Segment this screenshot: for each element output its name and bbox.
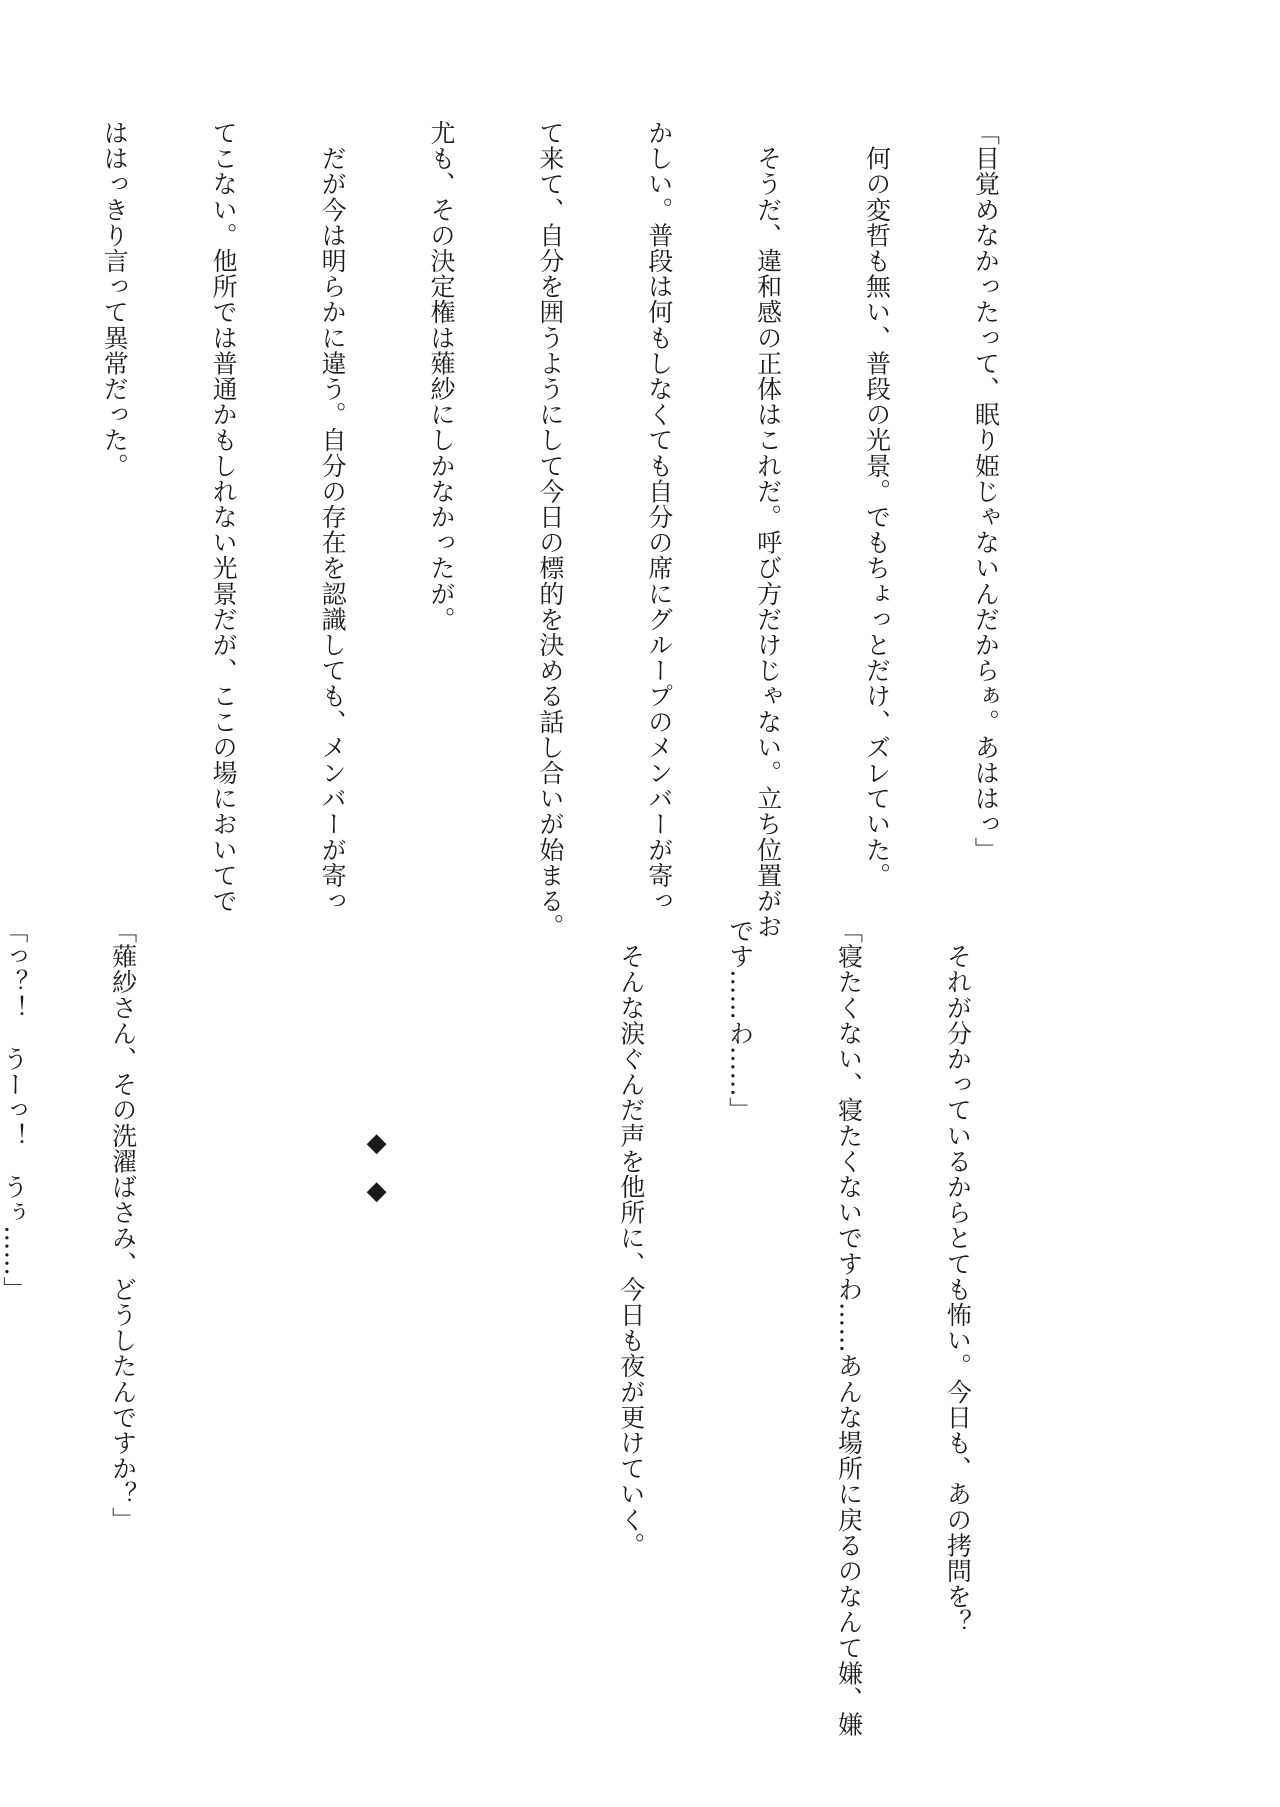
paragraph-gap xyxy=(467,918,503,1680)
text-line: 「っ？！ うーっ！ うぅ……」 xyxy=(0,918,29,1302)
text-line: ははっきり言って異常だった。 xyxy=(100,120,130,479)
text-line: てこない。他所では普通かもしれない光景だが、ここの場においてで xyxy=(209,120,239,914)
text-line: かしい。普段は何もしなくても自分の席にグループのメンバーが寄っ xyxy=(644,120,674,914)
text-block-upper xyxy=(0,120,1076,940)
text-line: 「目覚めなかったって、眠り姫じゃないんだからぁ。あははっ」 xyxy=(971,120,1001,863)
text-line: て来て、自分を囲うようにして今日の標的を決める話し合いが始まる。 xyxy=(535,120,565,940)
text-line: そうだ、違和感の正体はこれだ。呼び方だけじゃない。立ち位置がお xyxy=(753,120,783,940)
scene-break-ornament: ◆◆ xyxy=(361,1128,392,1224)
text-line: だが今は明らかに違う。自分の存在を認識しても、メンバーが寄っ xyxy=(318,120,348,914)
text-line: 「寝たくない、寝たくないですわ……あんな場所に戻るのなんて嫌、嫌 xyxy=(834,918,864,1738)
text-line: それが分かっているからとても怖い。今日も、あの拷問を？ xyxy=(943,918,973,1635)
paragraph-gap xyxy=(249,918,285,1680)
text-line: 「薙紗さん、その洗濯ばさみ、どうしたんですか？」 xyxy=(108,918,138,1533)
text-block-lower xyxy=(0,918,1048,1738)
text-line: そんな涙ぐんだ声を他所に、今日も夜が更けていく。 xyxy=(616,918,646,1558)
text-line: です……わ……」 xyxy=(725,918,755,1123)
text-line: 尤も、その決定権は薙紗にしかなかったが。 xyxy=(426,120,456,632)
text-line: 何の変哲も無い、普段の光景。でもちょっとだけ、ズレていた。 xyxy=(862,120,892,888)
